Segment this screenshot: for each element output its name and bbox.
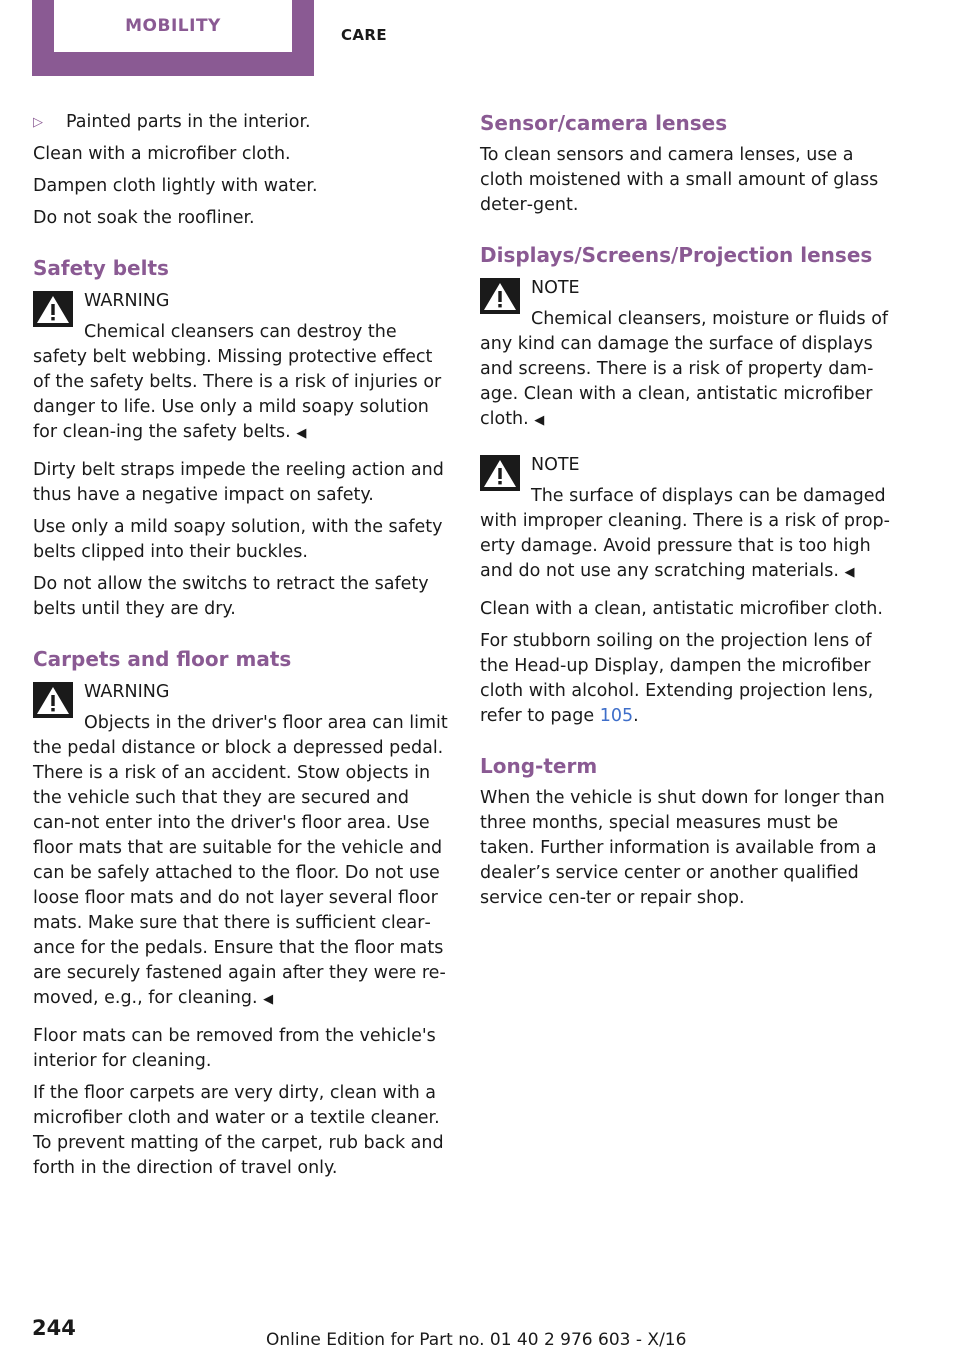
- bullet-text: Painted parts in the interior.: [66, 112, 311, 132]
- paragraph: Do not allow the switchs to retract the safety belts until they are dry.: [33, 574, 429, 619]
- section-tab-care[interactable]: CARE: [341, 26, 388, 44]
- bullet-triangle-icon: ▷: [33, 115, 43, 130]
- paragraph: If the floor carpets are very dirty, clean with a microfiber cloth and water or a textile cleaner. To prevent matting of the carpet, rub back and forth in the direction of travel only.: [33, 1083, 444, 1178]
- heading-long-term: Long-term: [480, 754, 598, 778]
- section-tab-mobility[interactable]: [32, 0, 314, 76]
- heading-safety-belts: Safety belts: [33, 256, 169, 280]
- note-text: [480, 484, 896, 585]
- page-reference-link[interactable]: 105: [599, 706, 634, 726]
- paragraph-text: For stubborn soiling on the projection lens of the Head-up Display, dampen the microfiber cloth with alcohol. Extending projection lens, refer to page: [480, 631, 874, 726]
- section-tab-mobility-label: MOBILITY: [54, 0, 292, 52]
- warning-text: [33, 711, 449, 1012]
- paragraph: Clean with a clean, antistatic microfiber cloth.: [480, 599, 883, 619]
- paragraph-end: .: [633, 706, 639, 726]
- right-column: [480, 110, 896, 911]
- paragraph: When the vehicle is shut down for longer than three months, special measures must be taken. Further information is available from a dealer’s service center or another qualified service cen‐ter or repair shop.: [480, 788, 885, 908]
- note-text: [480, 307, 896, 433]
- paragraph: Dampen cloth lightly with water.: [33, 176, 318, 196]
- bullet-item: [33, 110, 449, 135]
- paragraph: Use only a mild soapy solution, with the safety belts clipped into their buckles.: [33, 517, 443, 562]
- warning-label: WARNING: [84, 291, 170, 311]
- note-text-body: Chemical cleansers, moisture or fluids of any kind can damage the surface of displays and screens. There is a risk of property dam‐age. Clean with a clean, antistatic microfiber cloth.: [480, 309, 889, 429]
- warning-text-body: Chemical cleansers can destroy the safety belt webbing. Missing protective effect of the safety belts. There is a risk of injuries or danger to life. Use only a mild soapy solution for clean‐ing the safety belts.: [33, 322, 442, 442]
- note-text-body: The surface of displays can be damaged with improper cleaning. There is a risk of prop‐erty damage. Avoid pressure that is too high and do not use any scratching materials.: [480, 486, 890, 581]
- heading-sensor-lenses: Sensor/camera lenses: [480, 111, 728, 135]
- paragraph: Clean with a microfiber cloth.: [33, 144, 291, 164]
- warning-triangle-icon: [480, 278, 520, 314]
- page-number: 244: [32, 1316, 76, 1340]
- warning-box: [33, 289, 449, 446]
- warning-box: [33, 680, 449, 1012]
- end-marker: ◀: [534, 413, 545, 428]
- footer-edition: Online Edition for Part no. 01 40 2 976 603 - X/16: [266, 1330, 687, 1350]
- note-box: [480, 276, 896, 433]
- end-marker: ◀: [296, 426, 307, 441]
- heading-carpets: Carpets and floor mats: [33, 647, 292, 671]
- warning-triangle-icon: [33, 291, 73, 327]
- paragraph: To clean sensors and camera lenses, use a cloth moistened with a small amount of glass deter‐gent.: [480, 145, 879, 215]
- note-box: [480, 453, 896, 585]
- paragraph: Do not soak the roofliner.: [33, 208, 255, 228]
- note-label: NOTE: [531, 455, 580, 475]
- paragraph: Floor mats can be removed from the vehicle's interior for cleaning.: [33, 1026, 436, 1071]
- warning-triangle-icon: [33, 682, 73, 718]
- warning-label: WARNING: [84, 682, 170, 702]
- warning-text-body: Objects in the driver's floor area can limit the pedal distance or block a depressed pedal. There is a risk of an accident. Stow objects in the vehicle such that they are secured and can‐not enter into the driver's floor area. Use floor mats that are suitable for the vehicle and can be safely attached to the floor. Do not use loose floor mats and do not layer several floor mats. Make sure that there is sufficient clear‐ance for the pedals. Ensure that the floor mats are securely fastened again after they were re‐moved, e.g., for cleaning.: [33, 713, 448, 1008]
- note-label: NOTE: [531, 278, 580, 298]
- end-marker: ◀: [263, 992, 274, 1007]
- warning-triangle-icon: [480, 455, 520, 491]
- paragraph: Dirty belt straps impede the reeling action and thus have a negative impact on safety.: [33, 460, 444, 505]
- left-column: [33, 110, 449, 1181]
- end-marker: ◀: [844, 565, 855, 580]
- heading-displays: Displays/Screens/Projection lenses: [480, 243, 873, 267]
- paragraph: [480, 629, 896, 729]
- warning-text: [33, 320, 449, 446]
